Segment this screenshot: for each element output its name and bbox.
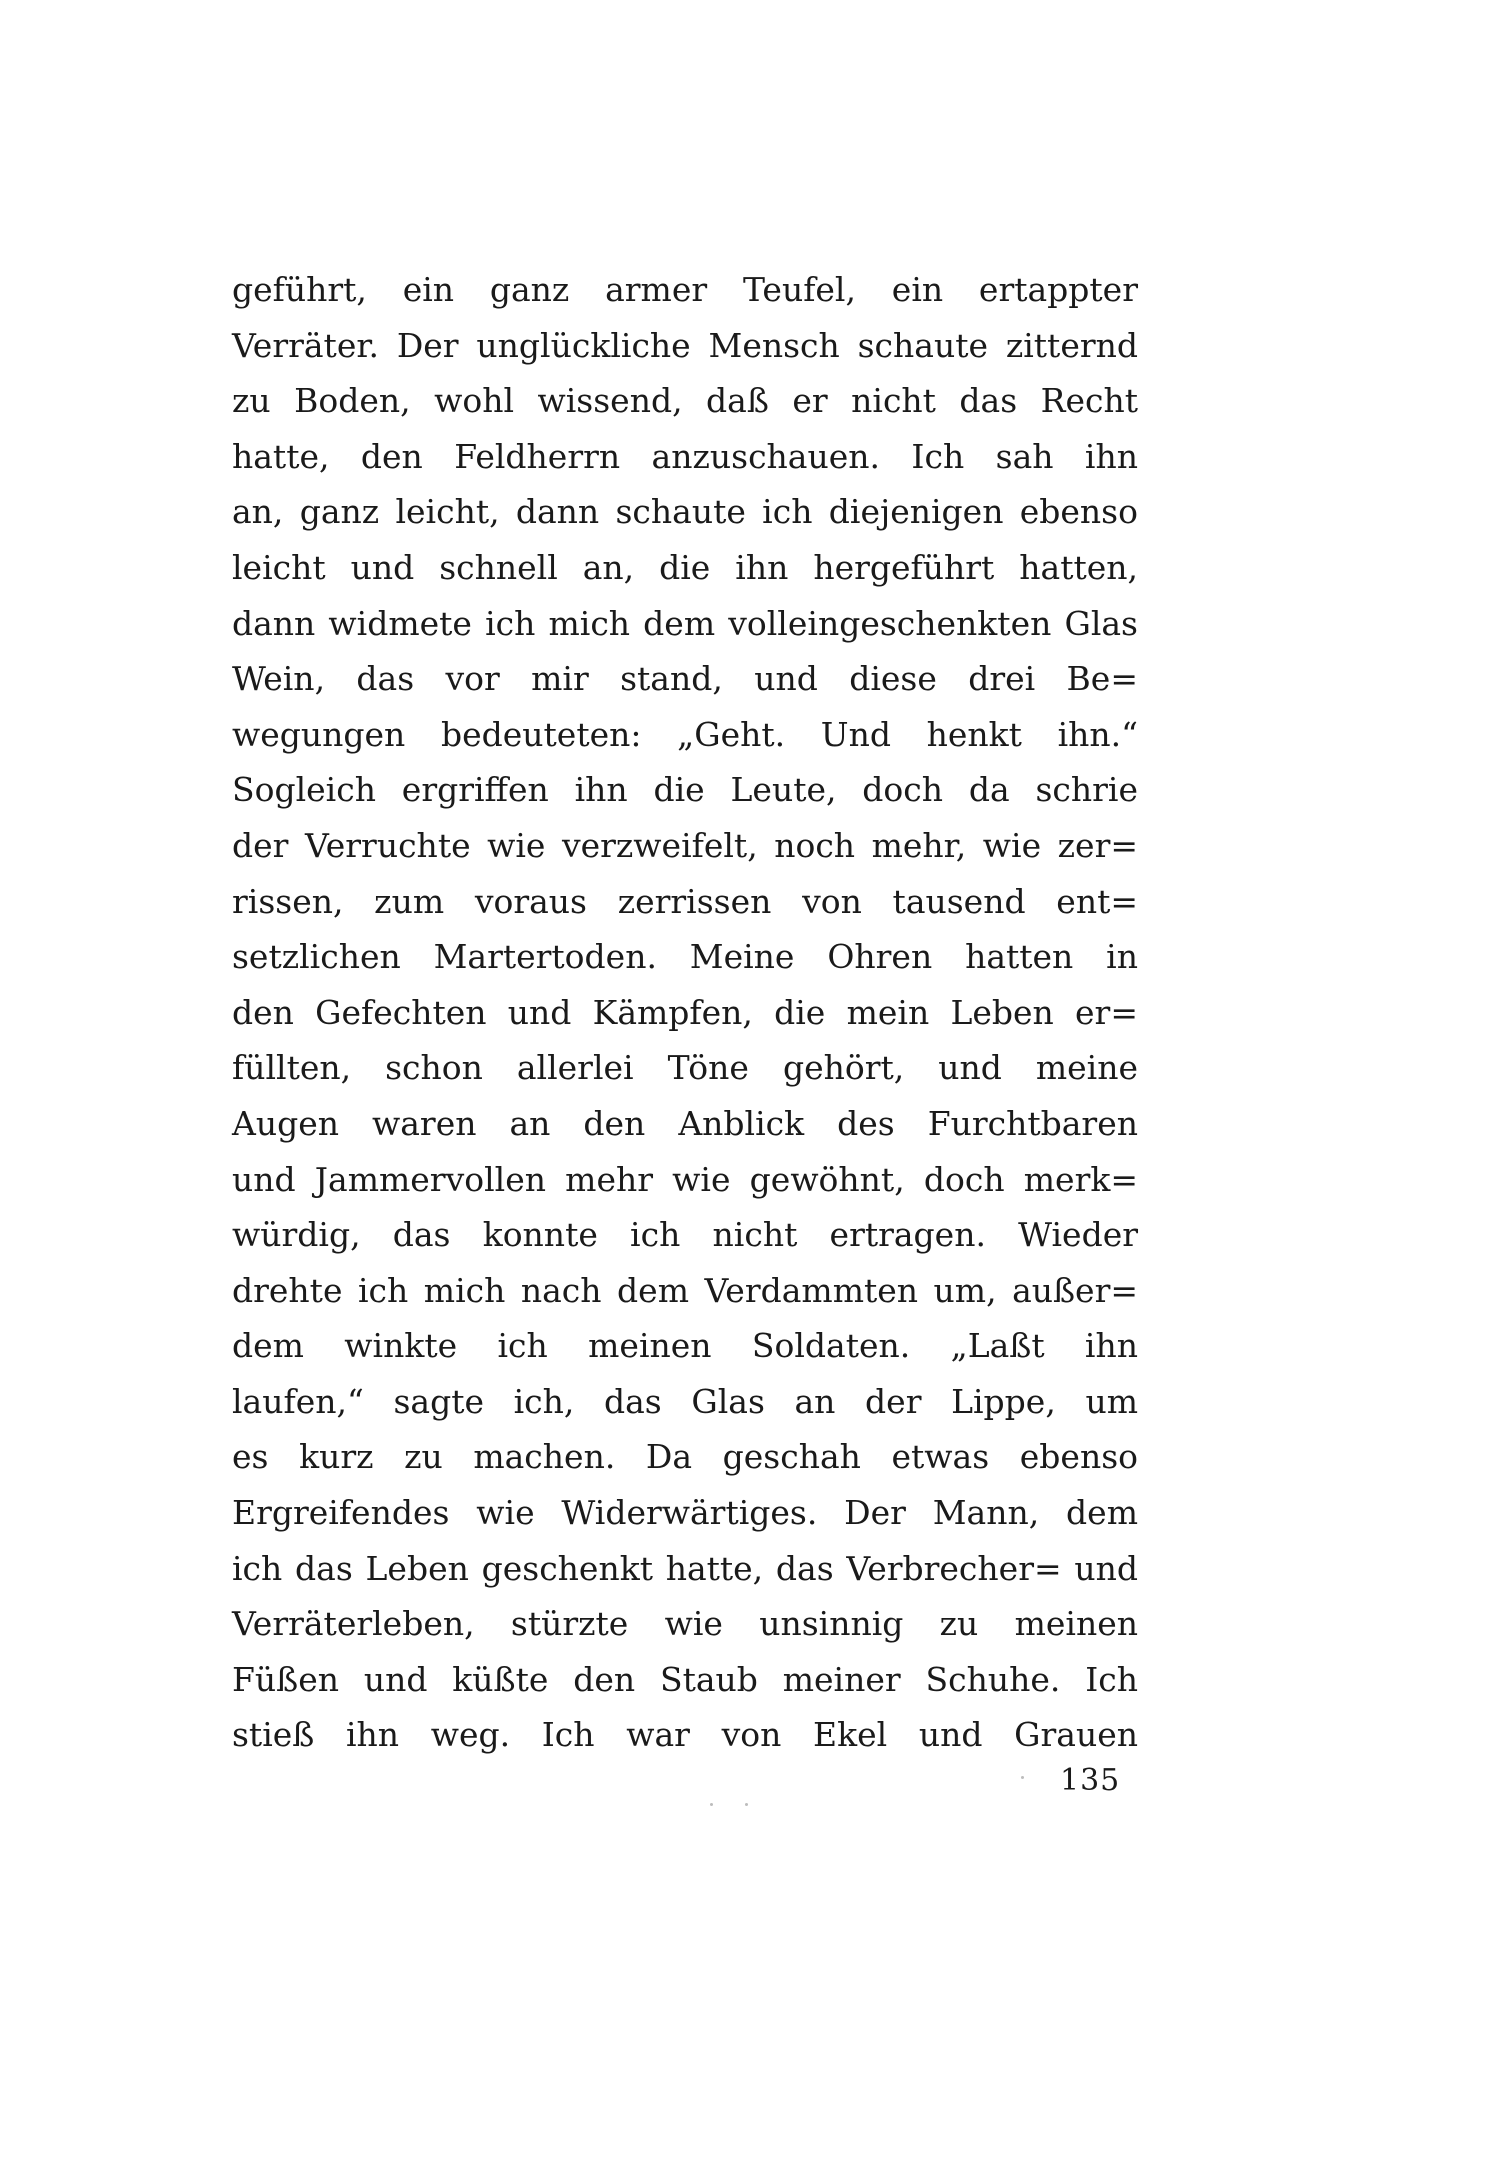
text-line: es kurz zu machen. Da geschah etwas ebenso [232, 1437, 1138, 1477]
text-line: wegungen bedeuteten: „Geht. Und henkt ihn.“ [232, 714, 1138, 754]
text-line: drehte ich mich nach dem Verdammten um, außer= [232, 1270, 1138, 1310]
text-line: Wein, das vor mir stand, und diese drei Be= [232, 659, 1138, 699]
text-line: dann widmete ich mich dem volleingeschenkten Glas [232, 603, 1138, 643]
text-line: setzlichen Martertoden. Meine Ohren hatten in [232, 937, 1138, 977]
text-line: laufen,“ sagte ich, das Glas an der Lippe, um [232, 1381, 1138, 1421]
text-line: Ergreifendes wie Widerwärtiges. Der Mann, dem [232, 1493, 1138, 1533]
text-line: der Verruchte wie verzweifelt, noch mehr, wie zer= [232, 825, 1138, 865]
text-line: Füßen und küßte den Staub meiner Schuhe. Ich [232, 1659, 1138, 1699]
text-line: an, ganz leicht, dann schaute ich diejenigen ebenso [232, 492, 1138, 532]
text-line: dem winkte ich meinen Soldaten. „Laßt ihn [232, 1326, 1138, 1366]
text-line: Augen waren an den Anblick des Furchtbaren [232, 1103, 1138, 1143]
paper-speck [710, 1803, 713, 1806]
text-line: Sogleich ergriffen ihn die Leute, doch da schrie [232, 770, 1138, 810]
text-line: Verräter. Der unglückliche Mensch schaute zitternd [232, 325, 1138, 365]
paper-speck [745, 1803, 748, 1806]
text-line: stieß ihn weg. Ich war von Ekel und Grauen [232, 1715, 1138, 1755]
text-line: hatte, den Feldherrn anzuschauen. Ich sah ihn [232, 436, 1138, 476]
text-line: rissen, zum voraus zerrissen von tausend ent= [232, 881, 1138, 921]
text-line: würdig, das konnte ich nicht ertragen. Wieder [232, 1215, 1138, 1255]
text-line: zu Boden, wohl wissend, daß er nicht das Recht [232, 381, 1138, 421]
text-line: füllten, schon allerlei Töne gehört, und meine [232, 1048, 1138, 1088]
text-line: ich das Leben geschenkt hatte, das Verbrecher= und [232, 1548, 1138, 1588]
text-line: den Gefechten und Kämpfen, die mein Leben er= [232, 992, 1138, 1032]
text-line: geführt, ein ganz armer Teufel, ein ertappter [232, 270, 1138, 309]
text-line: leicht und schnell an, die ihn hergeführt hatten, [232, 547, 1138, 587]
page-number: 135 [1060, 1763, 1121, 1798]
text-line: Verräterleben, stürzte wie unsinnig zu meinen [232, 1604, 1138, 1644]
text-line: und Jammervollen mehr wie gewöhnt, doch merk= [232, 1159, 1138, 1199]
paper-speck [1021, 1776, 1024, 1779]
body-text [232, 262, 1138, 1763]
